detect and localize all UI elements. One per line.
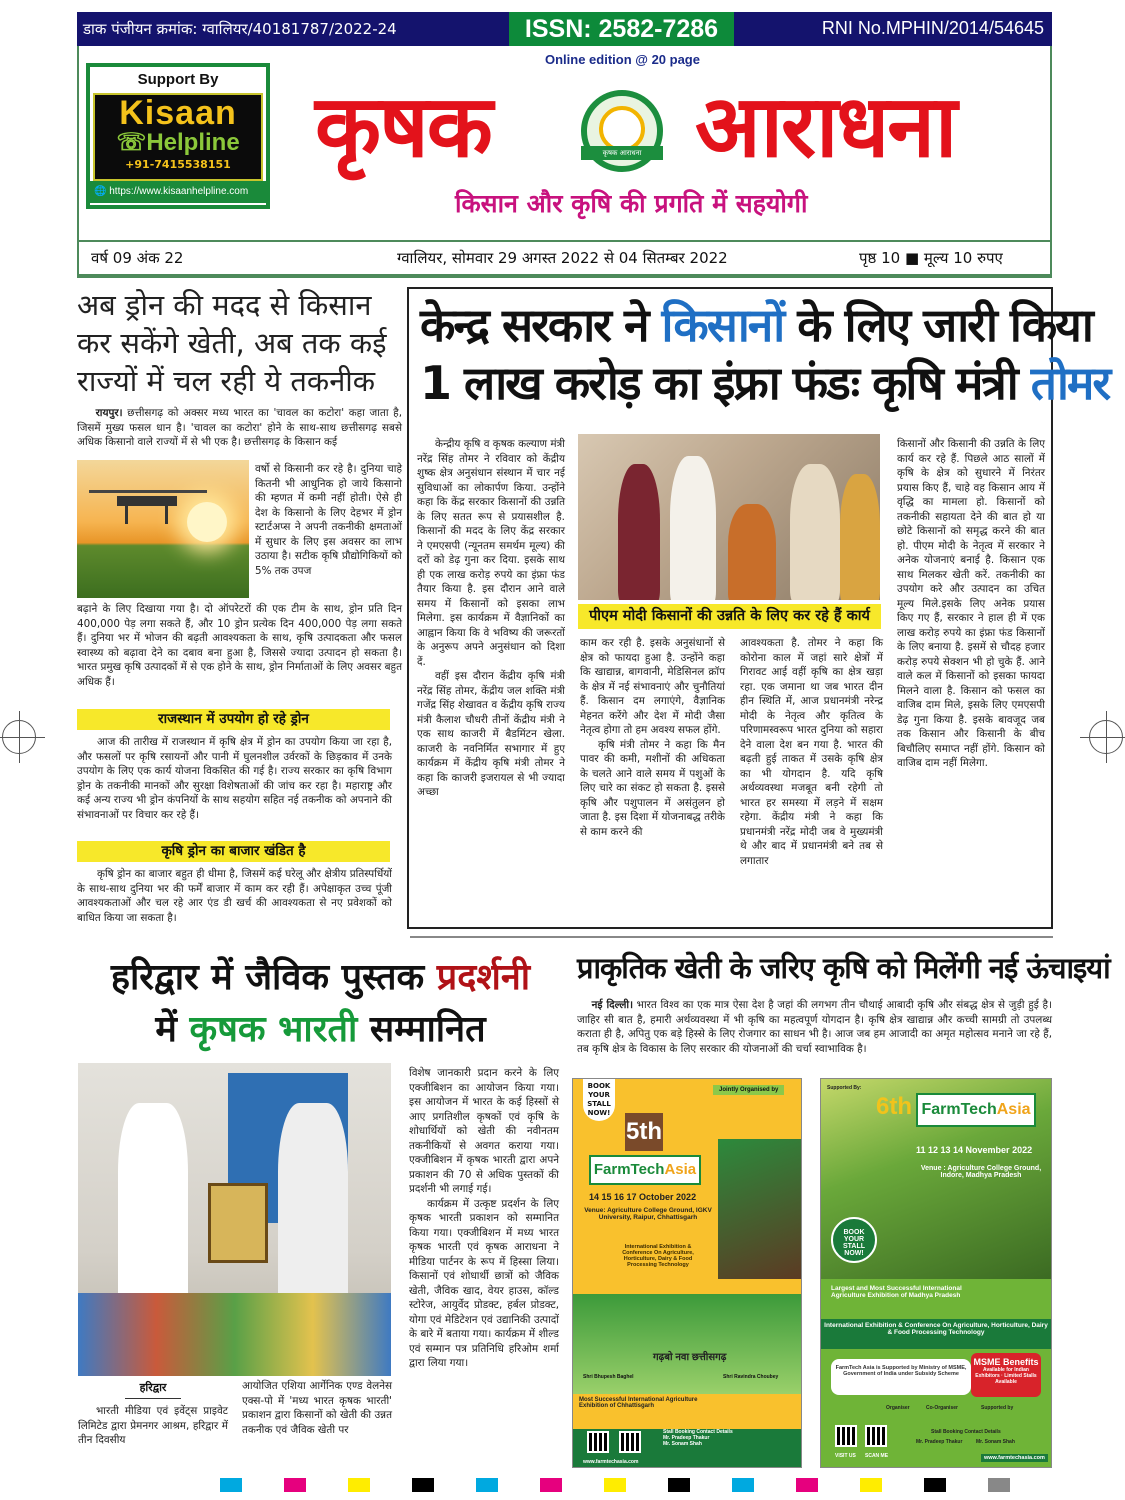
sponsor-phone: +91-7415538151 xyxy=(125,158,231,171)
qr-code-visit[interactable] xyxy=(587,1431,609,1453)
natural-farming-body: नई दिल्ली। भारत विश्व का एक मात्र ऐसा देश है जहां की लगभग तीन चौथाई आबादी कृषि और संबद्ध क्षेत्र से जुड़ी हुई है। जाहिर सी बात है, हमारी अर्थव्यवस्था में भी कृषि का महत्वपूर्ण योगदान है। कृषि क्षेत्र खाद्यान्न और कच्ची सामग्री तो उपलब्ध कराता ही है, अपितु एक बड़े हिस्से के लिए रोजगार का साधन भी है। आज जब हम आजादी का अमृत महोत्सव मनाने जा रहे हैं, तब कृषि क्षेत्र के विकास के लिए सरकार की योजनाओं की चर्चा स्वाभाविक है। xyxy=(577,999,1052,1055)
postal-registration: डाक पंजीयन क्रमांक: ग्वालियर/40181787/2022-24 xyxy=(83,20,397,38)
haridwar-award-photo xyxy=(78,1063,391,1376)
farmtech-asia-indore-ad[interactable] xyxy=(820,1078,1052,1468)
print-color-bar xyxy=(220,1478,1050,1492)
ad-website[interactable]: www.farmtechasia.com xyxy=(981,1454,1048,1462)
supported-by-label: Supported By: xyxy=(827,1085,862,1091)
lead-story-col4: किसानों और किसानी की उन्नति के लिए कार्य कर रहे हैं. पिछले आठ सालों में कृषि के क्षेत्र को सुधारने में निरंतर प्रयास किए हैं, चाहे वह किसान आय में वृद्धि का मामला हो. किसानों को तकनीकी सहायता देने की बात हो या छोटे किसानों को समृद्ध करने की बात हो. पीएम मोदी के नेतृत्व में सरकार ने अनेक योजनाएं बनाई है. किसान एक साथ मिलकर खेती करें. तकनीकी का उपयोग करे और उत्पादन का उचित मूल्य मिले.इसके लिए अनेक प्रयास किए गए हैं, सरकार ने हाल ही में एक लाख करोड़ रुपये का इंफ्रा फंड किसानों के लिए बनाया है. इसमें से चौदह हजार करोड़ रुपये सेक्शन भी हो चुके हैं. आने वाले कल में किसानों को इसका फायदा मिलने वाला है. किसान को फसल का वाजिब दाम मिले, इसके लिए एमएसपी डेढ़ गुना किया है. इसके बावजूद जब तक किसान और किसानी के बीच बिचौलिए समाप्त नहीं होंगे. किसान को वाजिब दाम नहीं मिलेगा. xyxy=(897,438,1045,769)
event-venue: Venue: Agriculture College Ground, IGKV University, Raipur, Chhattisgarh xyxy=(584,1207,712,1221)
person2-name: Shri Ravindra Choubey xyxy=(723,1374,779,1380)
contact1: Mr. Pradeep Thakur xyxy=(916,1439,963,1445)
color-swatch xyxy=(924,1478,946,1492)
online-edition-label: Online edition @ 20 page xyxy=(545,52,700,67)
drone-subhead-rajasthan: राजस्थान में उपयोग हो रहे ड्रोन xyxy=(77,709,390,730)
drone-story-intro: रायपुर। छत्तीसगढ़ को अक्सर मध्य भारत का 'चावल का कटोरा' कहा जाता है, जिसमें मुख्य फसल धान है। 'चावल का कटोरा' होने के साथ-साथ छत्तीसगढ़ सबसे अधिक किसानो वाले राज्यों में से भी एक है। छत्तीसगढ़ के किसान कई xyxy=(77,407,402,448)
haridwar-story-col1: भारती मीडिया एवं इवेंट्स प्राइवेट लिमिटेड द्वारा प्रेमनगर आश्रम, हरिद्वार में तीन दिवसीय xyxy=(78,1405,228,1446)
masthead-title xyxy=(315,72,1035,192)
co-organiser-label: Co-Organiser xyxy=(926,1405,958,1411)
lead-story-col1: केन्द्रीय कृषि व कृषक कल्याण मंत्री नरेंद्र सिंह तोमर ने रविवार को केंद्रीय शुष्क क्षेत्र अनुसंधान संस्थान में चार नई सुविधाओं का लोकार्पण किया. उन्होंने कहा कि केंद्र सरकार किसानों की उन्नति के लिए सतत रूप से प्रयासशील है. किसानों की मदद के लिए केंद्र सरकार ने एमएसपी (न्यूनतम समर्थम मूल्य) की दरों को डेढ़ गुना कर दिया. इसके साथ ही एक लाख करोड़ रुपये का इंफ्रा फंड तैयार किया है. इस दौरान आने वाले समय में किसानों को इसका लाभ मिलेगा. इस कार्यक्रम में वैज्ञानिकों का आह्वान किया कि वे भविष्य की जरूरतों के अनुरूप अपने अनुसंधान को दिशा दें. वहीं इस दौरान केंद्रीय कृषि मंत्री नरेंद्र सिंह तोमर, केंद्रीय जल शक्ति मंत्री गजेंद्र सिंह शेखावत व केंद्रीय कृषि राज्य मंत्री कैलाश चौधरी तीनों केंद्रीय मंत्री ने एक साथ काजरी में बैडमिंटन खेला. काजरी के नवनिर्मित सभागार में हुए कार्यक्रम में केंद्रीय कृषि मंत्री तोमर ने कहा कि काजरी इजरायल से भी ज्यादा अच्छा xyxy=(417,438,565,798)
masthead-tagline: किसान और कृषि की प्रगति में सहयोगी xyxy=(455,189,808,218)
edition-badge: 6th xyxy=(876,1093,912,1120)
sponsor-label: Support By xyxy=(137,71,219,88)
title-word-1: कृषक xyxy=(315,77,491,177)
color-swatch xyxy=(796,1478,818,1492)
qr-code-visit[interactable] xyxy=(835,1425,857,1447)
person1-name: Shri Bhupesh Baghel xyxy=(583,1374,634,1380)
drone-story-para2: आज की तारीख में राजस्थान में कृषि क्षेत्र में ड्रोन का उपयोग किया जा रहा है, और फसलों पर कृषि रसायनों और पानी में घुलनशील उर्वरकों के छिड़काव में उनके उपयोग के लिए एक कार्य योजना विकसित की गई है। राज्य सरकार का कृषि विभाग ड्रोन के तकनीकी मानकों और सुरक्षा विशेषताओं की जांच कर रहा है। महाराष्ट्र और कई अन्य राज्य भी ड्रोन कंपनियों के साथ सहयोग सहित नई तकनीक को अपनाने की संभावनाओं पर विचार कर रहे हैं। xyxy=(77,736,392,821)
globe-icon: 🌐 xyxy=(94,186,107,197)
photo-caption-pm: पीएम मोदी किसानों की उन्नति के लिए कर रहे हैं कार्य xyxy=(578,604,881,629)
edition-badge: 5th xyxy=(625,1113,663,1151)
event-theme: International Exhibition & Conference On Agriculture, Horticulture, Dairy & Food Processing Technology xyxy=(821,1319,1051,1349)
color-swatch xyxy=(604,1478,626,1492)
volume-issue: वर्ष 09 अंक 22 xyxy=(91,249,184,267)
event-dates: 11 12 13 14 November 2022 xyxy=(916,1145,1033,1155)
color-swatch xyxy=(412,1478,434,1492)
kisaan-helpline-logo xyxy=(93,93,263,181)
organized-by-label: Jointly Organised by xyxy=(713,1085,784,1095)
registration-mark-right xyxy=(1089,720,1123,754)
drone-story-para3: कृषि ड्रोन का बाजार बहुत ही धीमा है, जिसमें कई घरेलू और क्षेत्रीय प्रतिस्पर्धियों के साथ-साथ दुनिया भर की फर्में बाजार में काम कर रही हैं। अपेक्षाकृत उच्च पूंजी आवश्यकताओं और चल रहे आर एंड डी खर्च की आवश्यकता से नए प्रवेशकों को बाधित किया जा सकता है। xyxy=(77,868,392,924)
msme-benefits-badge: MSME Benefits Available for Indian Exhibitors · Limited Stalls Available xyxy=(971,1353,1041,1397)
haridwar-photo-caption: हरिद्वार xyxy=(139,1381,167,1394)
event-dates: 14 15 16 17 October 2022 xyxy=(589,1192,697,1202)
contact-heading: Stall Booking Contact Details xyxy=(931,1429,1001,1435)
drone-story-headline: अब ड्रोन की मदद से किसान कर सकेंगे खेती, अब तक कई राज्यों में चल रही ये तकनीक xyxy=(77,288,387,398)
contact2: Mr. Sonam Shah xyxy=(976,1439,1015,1445)
color-swatch xyxy=(668,1478,690,1492)
natural-farming-headline: प्राकृतिक खेती के जरिए कृषि को मिलेंगी नई ऊंचाइयां xyxy=(577,951,1110,985)
sponsor-box[interactable] xyxy=(86,63,270,209)
phone-icon: ☏ xyxy=(116,129,147,156)
issn-badge: ISSN: 2582-7286 xyxy=(509,12,734,46)
sponsor-url[interactable]: 🌐 https://www.kisaanhelpline.com xyxy=(90,181,266,203)
issue-info-bar xyxy=(77,240,1052,276)
top-info-bar xyxy=(77,12,1052,46)
brand-line1: Kisaan xyxy=(119,94,237,132)
brand-line2: ☏Helpline xyxy=(116,129,240,156)
visit-us-label: VISIT US xyxy=(835,1453,856,1459)
page-price: पृष्ठ 10 ■ मूल्य 10 रुपए xyxy=(859,249,1003,267)
ad-tagline: Most Successful International Agriculture Exhibition of Chhattisgarh xyxy=(579,1397,698,1409)
dateline: ग्वालियर, सोमवार 29 अगस्त 2022 से 04 सितम्बर 2022 xyxy=(397,249,728,267)
color-swatch xyxy=(540,1478,562,1492)
minister-event-photo xyxy=(578,434,880,600)
haridwar-story-col3: विशेष जानकारी प्रदान करने के लिए एक्जीबिशन का आयोजन किया गया। इस आयोजन में भारत के कई हिस्सों से आए प्रगतिशील कृषकों एवं कृषि के शोधार्थियों को खेती की नवीनतम तकनीकियों से अवगत कराया गया। एक्जीबिशन में कृषक भारती द्वारा अपने प्रकाशन की 70 से अधिक पुस्तकों की प्रदर्शनी भी लगाई गई। कार्यक्रम में उत्कृष्ट प्रदर्शन के लिए कृषक भारती प्रकाशन को सम्मानित किया गया। एक्जीबिशन में मध्य भारत कृषक भारती एवं कृषक आराधना ने मीडिया पार्टनर के रूप में हिस्सा लिया। किसानों एवं शोधार्थी छात्रों को जैविक खेती, जैविक खाद, वेयर हाउस, कॉल्ड स्टोरेज, आयुर्वेद प्रोडक्ट, हर्बल प्रोडक्ट, योगा एवं मेडिटेशन एवं उद्यानिकी उत्पादों के बारे में बताया गया। कार्यक्रम में शील्ड एवं सम्मान पत्र प्रतिनिधि हरिओम शर्मा द्वारा लिया गया। xyxy=(409,1067,559,1369)
color-swatch xyxy=(732,1478,754,1492)
lead-story-headline: केन्द्र सरकार ने किसानों के लिए जारी किया 1 लाख करोड़ का इंफ्रा फंडः कृषि मंत्री तोमर xyxy=(420,298,1110,410)
farmtech-asia-raipur-ad[interactable] xyxy=(572,1078,802,1468)
farmtech-asia-logo: FarmTechAsia xyxy=(589,1155,701,1185)
rni-number: RNI No.MPHIN/2014/54645 xyxy=(821,18,1044,38)
book-stall-badge: BOOK YOUR STALL NOW! xyxy=(583,1079,615,1121)
caption-rule xyxy=(125,1398,181,1399)
drone-subhead-market: कृषि ड्रोन का बाजार खंडित है xyxy=(77,841,390,862)
ad-website[interactable]: www.farmtechasia.com xyxy=(583,1459,639,1465)
book-stall-badge[interactable]: BOOK YOUR STALL NOW! xyxy=(831,1217,877,1263)
scan-me-label: SCAN ME xyxy=(865,1453,889,1459)
drone-story-side: वर्षो से किसानी कर रहे है। दुनिया चाहे कितनी भी आधुनिक हो जाये किसानो की म्हणत में कमी नहीं होती। ऐसे ही देश के किसानो के लिए देहभर में ड्रोन स्टार्टअप्स ने अपनी तकनीकी क्षमताओं में सुधार के लिए इस अवसर का लाभ उठाया है। सटीक कृषि प्रौद्योगिकियों को 5% तक उपज xyxy=(255,463,402,577)
seedling-hands-image xyxy=(718,1139,802,1279)
organiser-label: Organiser xyxy=(886,1405,910,1411)
qr-code-scan[interactable] xyxy=(619,1431,641,1453)
region-logo: गढ़बो नवा छत्तीसगढ़ xyxy=(653,1352,727,1363)
supported-label: Supported by xyxy=(981,1405,1014,1411)
color-swatch xyxy=(220,1478,242,1492)
event-venue: Venue : Agriculture College Ground, Indore, Madhya Pradesh xyxy=(920,1165,1042,1179)
qr-code-scan[interactable] xyxy=(865,1425,887,1447)
color-swatch xyxy=(348,1478,370,1492)
drone-story-para1: बढ़ाने के लिए दिखाया गया है। दो ऑपरेटरों की एक टीम के साथ, ड्रोन प्रति दिन 400,000 पेड़ लगा सकते हैं, और 10 ड्रोन प्रत्येक दिन 400,000 पेड़ लगा सकते हैं। दुनिया भर में भोजन की बढ़ती आवश्यकता के साथ, कृषि उत्पादकता और फसल स्वास्थ्य को बढ़ावा देने का दबाव बना हुआ है, जिससे ज्यादा उत्पादन हो सकता है। भारत प्रमुख कृषि उत्पादकों में से एक होने के साथ, ड्रोन निर्माताओं के लिए अवसर बहुत अधिक हैं। xyxy=(77,603,402,688)
contact-strip: Stall Booking Contact Details Mr. Pradeep Thakur Mr. Sonam Shah xyxy=(573,1429,801,1468)
section-divider xyxy=(410,936,1053,938)
haridwar-story-headline: हरिद्वार में जैविक पुस्तक प्रदर्शनी में कृषक भारती सम्मानित xyxy=(110,957,531,1050)
haridwar-story-col2: आयोजित एशिया आर्गेनिक एण्ड वेलनेस एक्स-पो में 'मध्य भारत कृषक भारती' प्रकाशन द्वारा किसानों को खेती की उन्नत तकनीक एवं जैविक खेती पर xyxy=(242,1380,392,1436)
newspaper-emblem-icon: कृषक आराधना xyxy=(581,90,663,172)
lead-story-col3: आवश्यकता है. तोमर ने कहा कि कोरोना काल में जहां सारे क्षेत्रों में गिरावट आई वहीं कृषि का क्षेत्र खड़ा रहा. एक जमाना था जब भारत दीन हीन स्थिति में, आज प्रधानमंत्री नरेन्द्र मोदी के नेतृत्व और कृतित्व के परिणामस्वरूप भारत दुनिया को सहारा देने वाला देश बन गया है. भारत की बढ़ती हुई ताकत में उसके कृषि क्षेत्र का भी योगदान है. यदि कृषि अर्थव्यवस्था मजबूत बनी रहेगी तो भारत हर समस्या में लड़ने में सक्षम रहेगा. केंद्रीय मंत्री ने कहा कि प्रधानमंत्री नरेंद्र मोदी जब वे मुख्यमंत्री थे और बाद में प्रधानमंत्री बने तब से लगातार xyxy=(740,637,883,867)
event-theme: International Exhibition & Conference On Agriculture, Horticulture, Dairy & Food Processing Technology xyxy=(622,1244,694,1268)
registration-mark-left xyxy=(2,720,36,754)
color-swatch xyxy=(860,1478,882,1492)
color-swatch xyxy=(284,1478,306,1492)
msme-support-text: FarmTech Asia is Supported by Ministry of MSME, Government of India under Subsidy Scheme xyxy=(831,1359,971,1395)
color-swatch xyxy=(476,1478,498,1492)
drone-photo xyxy=(77,460,249,598)
lead-story-col2: काम कर रही है. इसके अनुसंधानों से क्षेत्र को फायदा हुआ है. उन्होंने कहा कि खाद्यान्न, बागवानी, मेडिसिनल क्रॉप के क्षेत्र में नई संभावनाएं और चुनौतियां हैं. किसान दम लगाएंगे, वैज्ञानिक मेहनत करेंगे और देश में मोदी जैसा नेतृत्व होगा तो हम अवश्य सफल होंगे. कृषि मंत्री तोमर ने कहा कि मैन पावर की कमी, मशीनों की अधिकता के चलते आने वाले समय में पशुओं के लिए चारे का संकट हो सकता है. इससे कृषि और पशुपालन में असंतुलन हो जाता है. इस दिशा में योजनाबद्ध तरीके से काम करने की xyxy=(580,637,725,838)
ad-tagline: Largest and Most Successful International Agriculture Exhibition of Madhya Pradesh xyxy=(831,1285,962,1299)
farmtech-asia-logo: FarmTechAsia xyxy=(916,1093,1036,1127)
color-swatch xyxy=(988,1478,1010,1492)
title-word-2: आराधना xyxy=(695,77,956,177)
